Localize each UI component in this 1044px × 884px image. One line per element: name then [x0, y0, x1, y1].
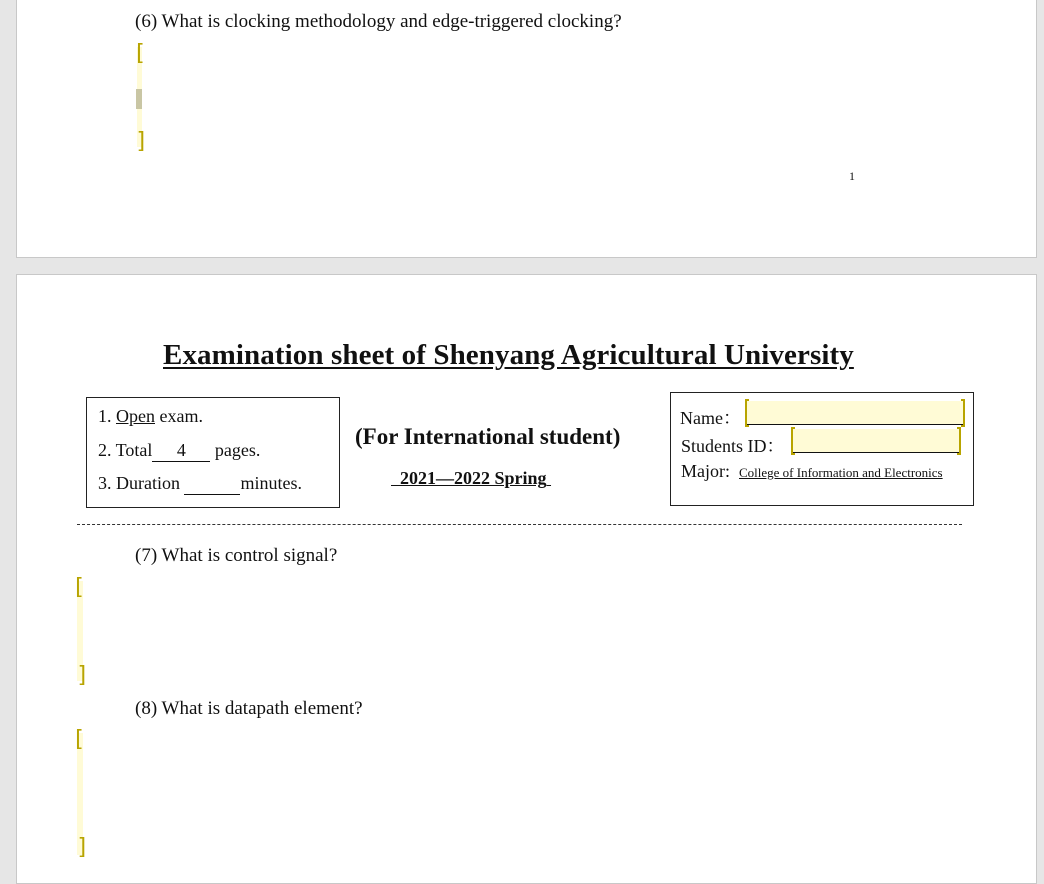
- student-id-input[interactable]: [793, 429, 961, 453]
- bracket-open-icon: [: [133, 41, 147, 66]
- term-value: 2021—2022 Spring: [400, 468, 547, 488]
- exam-type-line: [98, 406, 203, 427]
- question-6: (6) What is clocking methodology and edge-triggered clocking?: [135, 11, 622, 32]
- name-label: Name：: [680, 408, 741, 428]
- duration-prefix: 3. Duration: [98, 473, 180, 493]
- total-pages-line: [98, 440, 260, 462]
- total-pages-prefix: 2. Total: [98, 440, 153, 460]
- major-label: Major:: [681, 461, 730, 481]
- bracket-close-icon: ]: [135, 129, 149, 154]
- question-7: (7) What is control signal?: [135, 545, 338, 566]
- question-8: (8) What is datapath element?: [135, 698, 363, 719]
- answer-field-7[interactable]: [72, 575, 90, 689]
- document-page-1: [16, 0, 1037, 258]
- duration-blank: [184, 473, 240, 495]
- student-info-box: [670, 392, 974, 506]
- answer-field-8[interactable]: [72, 727, 90, 863]
- document-title: Examination sheet of Shenyang Agricultural University: [163, 339, 854, 371]
- id-bracket-open-icon: [791, 427, 795, 455]
- bracket-open-icon: [: [72, 575, 86, 600]
- name-bracket-open-icon: [745, 399, 749, 427]
- exam-type-value: Open: [116, 406, 155, 426]
- bracket-close-icon: ]: [76, 835, 90, 860]
- name-input[interactable]: [747, 401, 965, 425]
- total-pages-suffix: pages.: [214, 440, 261, 460]
- bracket-open-icon: [: [72, 727, 86, 752]
- exam-info-box: [86, 397, 340, 508]
- page-number: 1: [849, 169, 855, 183]
- document-page-2: [16, 274, 1037, 884]
- student-id-label: Students ID：: [681, 436, 785, 456]
- bracket-close-icon: ]: [76, 663, 90, 688]
- name-bracket-close-icon: [961, 399, 965, 427]
- text-cursor: [136, 89, 142, 109]
- duration-line: [98, 473, 302, 495]
- cut-line-divider: [77, 524, 962, 525]
- total-pages-value: 4: [152, 440, 210, 462]
- subtitle: (For International student): [355, 424, 621, 449]
- major-value: College of Information and Electronics: [739, 465, 943, 480]
- duration-suffix: minutes.: [240, 473, 302, 493]
- term: [391, 468, 551, 489]
- id-bracket-close-icon: [957, 427, 961, 455]
- exam-type-prefix: 1.: [98, 406, 116, 426]
- exam-type-suffix: exam.: [155, 406, 203, 426]
- answer-field-6[interactable]: [133, 41, 149, 154]
